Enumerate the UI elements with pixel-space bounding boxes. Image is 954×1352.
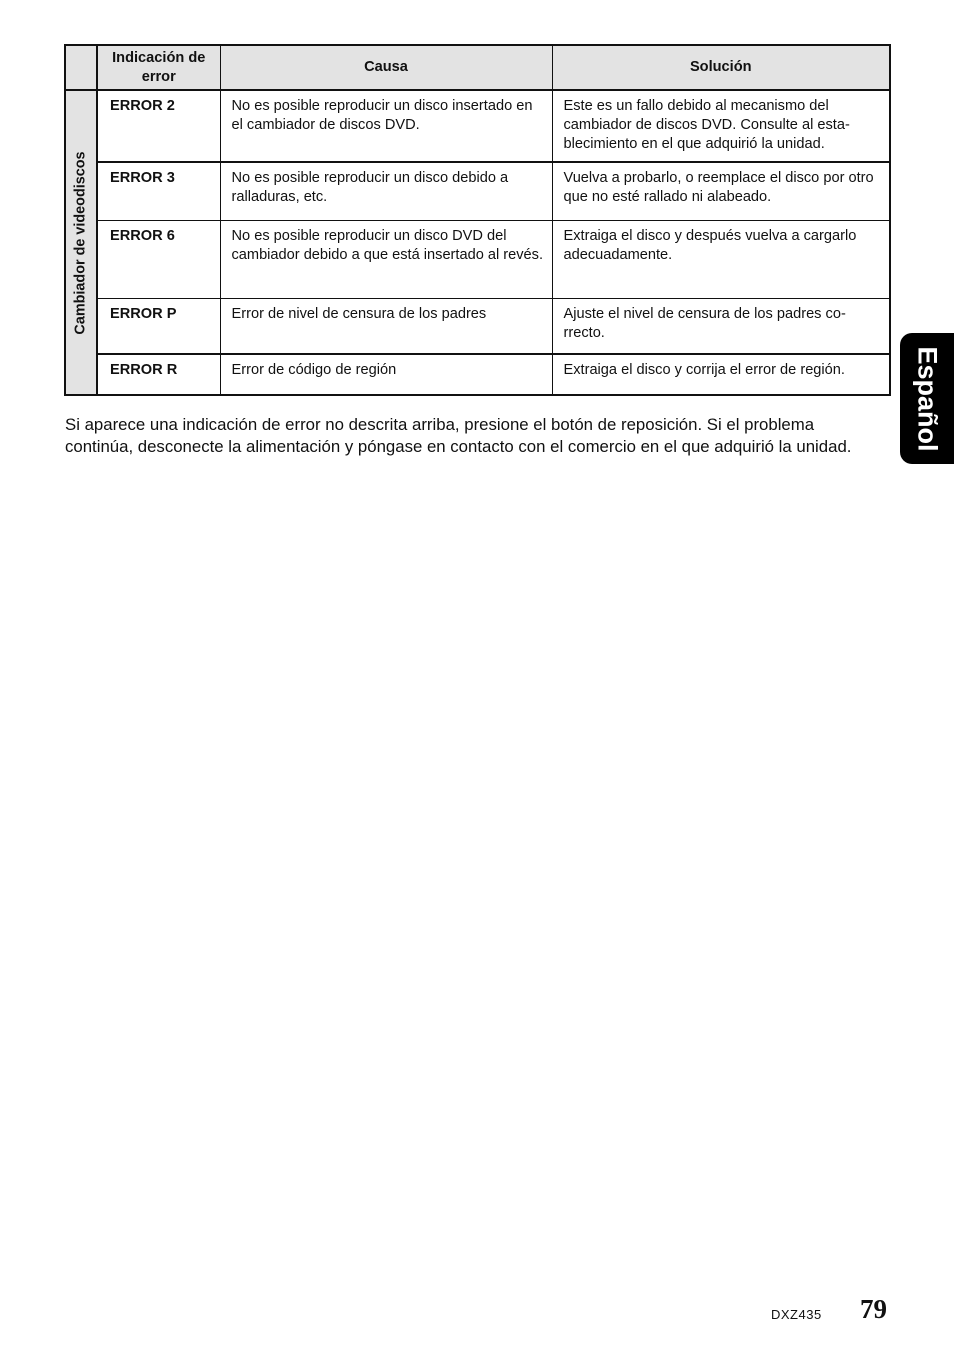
page-number: 79 <box>860 1294 887 1324</box>
header-corner <box>65 45 97 90</box>
group-label: Cambiador de videodiscos <box>72 150 89 335</box>
header-cause: Causa <box>220 45 552 90</box>
error-code: ERROR 2 <box>97 90 220 162</box>
language-tab-label: Español <box>912 345 943 452</box>
error-solution: Extraiga el disco y corrija el error de región. <box>552 354 890 395</box>
error-table <box>64 44 891 396</box>
error-cause: No es posible reproducir un disco insertado en el cambiador de discos DVD. <box>220 90 552 162</box>
error-cause: Error de código de región <box>220 354 552 395</box>
error-solution: Este es un fallo debido al mecanismo del cambiador de discos DVD. Consulte al esta-blecimiento en el que adquirió la unidad. <box>552 90 890 162</box>
error-code: ERROR 3 <box>97 162 220 220</box>
table-row <box>65 298 890 354</box>
model-number: DXZ435 <box>771 1307 822 1322</box>
language-tab <box>900 333 954 464</box>
error-solution: Ajuste el nivel de censura de los padres co-rrecto. <box>552 298 890 354</box>
error-solution: Vuelva a probarlo, o reemplace el disco por otro que no esté rallado ni alabeado. <box>552 162 890 220</box>
error-cause: Error de nivel de censura de los padres <box>220 298 552 354</box>
table-row <box>65 162 890 220</box>
table-row <box>65 90 890 162</box>
error-code: ERROR P <box>97 298 220 354</box>
header-code: Indicación de error <box>97 45 220 90</box>
group-label-cell <box>65 90 97 395</box>
table-row <box>65 354 890 395</box>
error-cause: No es posible reproducir un disco DVD del cambiador debido a que está insertado al revés. <box>220 220 552 298</box>
error-solution: Extraiga el disco y después vuelva a cargarlo adecuadamente. <box>552 220 890 298</box>
error-cause: No es posible reproducir un disco debido a ralladuras, etc. <box>220 162 552 220</box>
error-note: Si aparece una indicación de error no descrita arriba, presione el botón de reposición. Si el problema continúa, desconecte la alimentación y póngase en contacto con el comercio en el que adquirió la unidad. <box>65 415 852 456</box>
error-code: ERROR 6 <box>97 220 220 298</box>
error-code: ERROR R <box>97 354 220 395</box>
header-solution: Solución <box>552 45 890 90</box>
table-row <box>65 220 890 298</box>
table-header-row <box>65 45 890 90</box>
